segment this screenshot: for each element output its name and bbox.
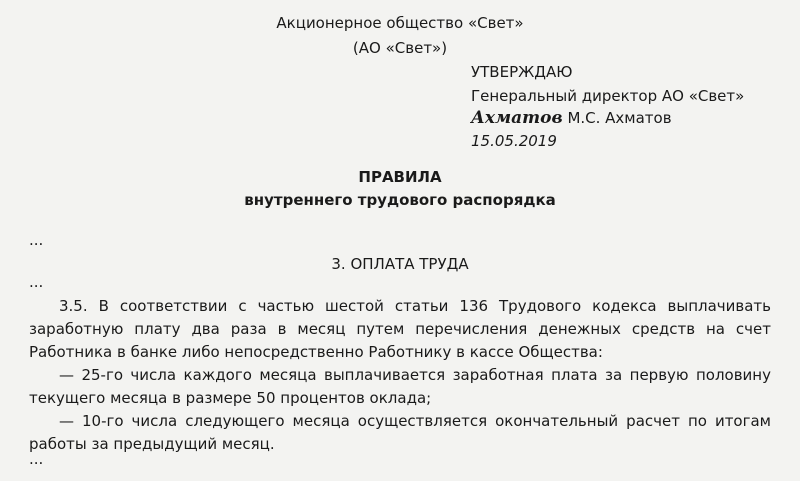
approval-position: Генеральный директор АО «Свет» bbox=[471, 87, 745, 105]
document-subtitle: внутреннего трудового распорядка bbox=[244, 191, 556, 209]
omission-mark: ... bbox=[29, 231, 44, 249]
signature: Ахматов bbox=[471, 108, 563, 128]
list-item-payment-1: — 25-го числа каждого месяца выплачивается заработная плата за первую половину текущего месяца в размере 50 процентов оклада; bbox=[29, 366, 771, 407]
document-title: ПРАВИЛА bbox=[358, 168, 442, 186]
approval-label: УТВЕРЖДАЮ bbox=[471, 63, 573, 81]
omission-mark: ... bbox=[29, 273, 44, 291]
section-heading: 3. ОПЛАТА ТРУДА bbox=[331, 255, 469, 273]
paragraph-3-5: 3.5. В соответствии с частью шестой статьи 136 Трудового кодекса выплачивать заработную плату два раза в месяц путем перечисления денежных средств на счет Работника в банке либо непосредственно Работнику в кассе Общества: bbox=[29, 297, 771, 361]
approval-signature-line bbox=[471, 108, 672, 128]
company-short-name: (АО «Свет») bbox=[352, 39, 448, 57]
company-name: Акционерное общество «Свет» bbox=[276, 14, 524, 32]
omission-mark: ... bbox=[29, 450, 44, 468]
approval-date: 15.05.2019 bbox=[471, 132, 557, 150]
signatory-name: М.С. Ахматов bbox=[567, 109, 672, 127]
list-item-payment-2: — 10-го числа следующего месяца осуществляется окончательный расчет по итогам работы за предыдущий месяц. bbox=[29, 412, 771, 453]
